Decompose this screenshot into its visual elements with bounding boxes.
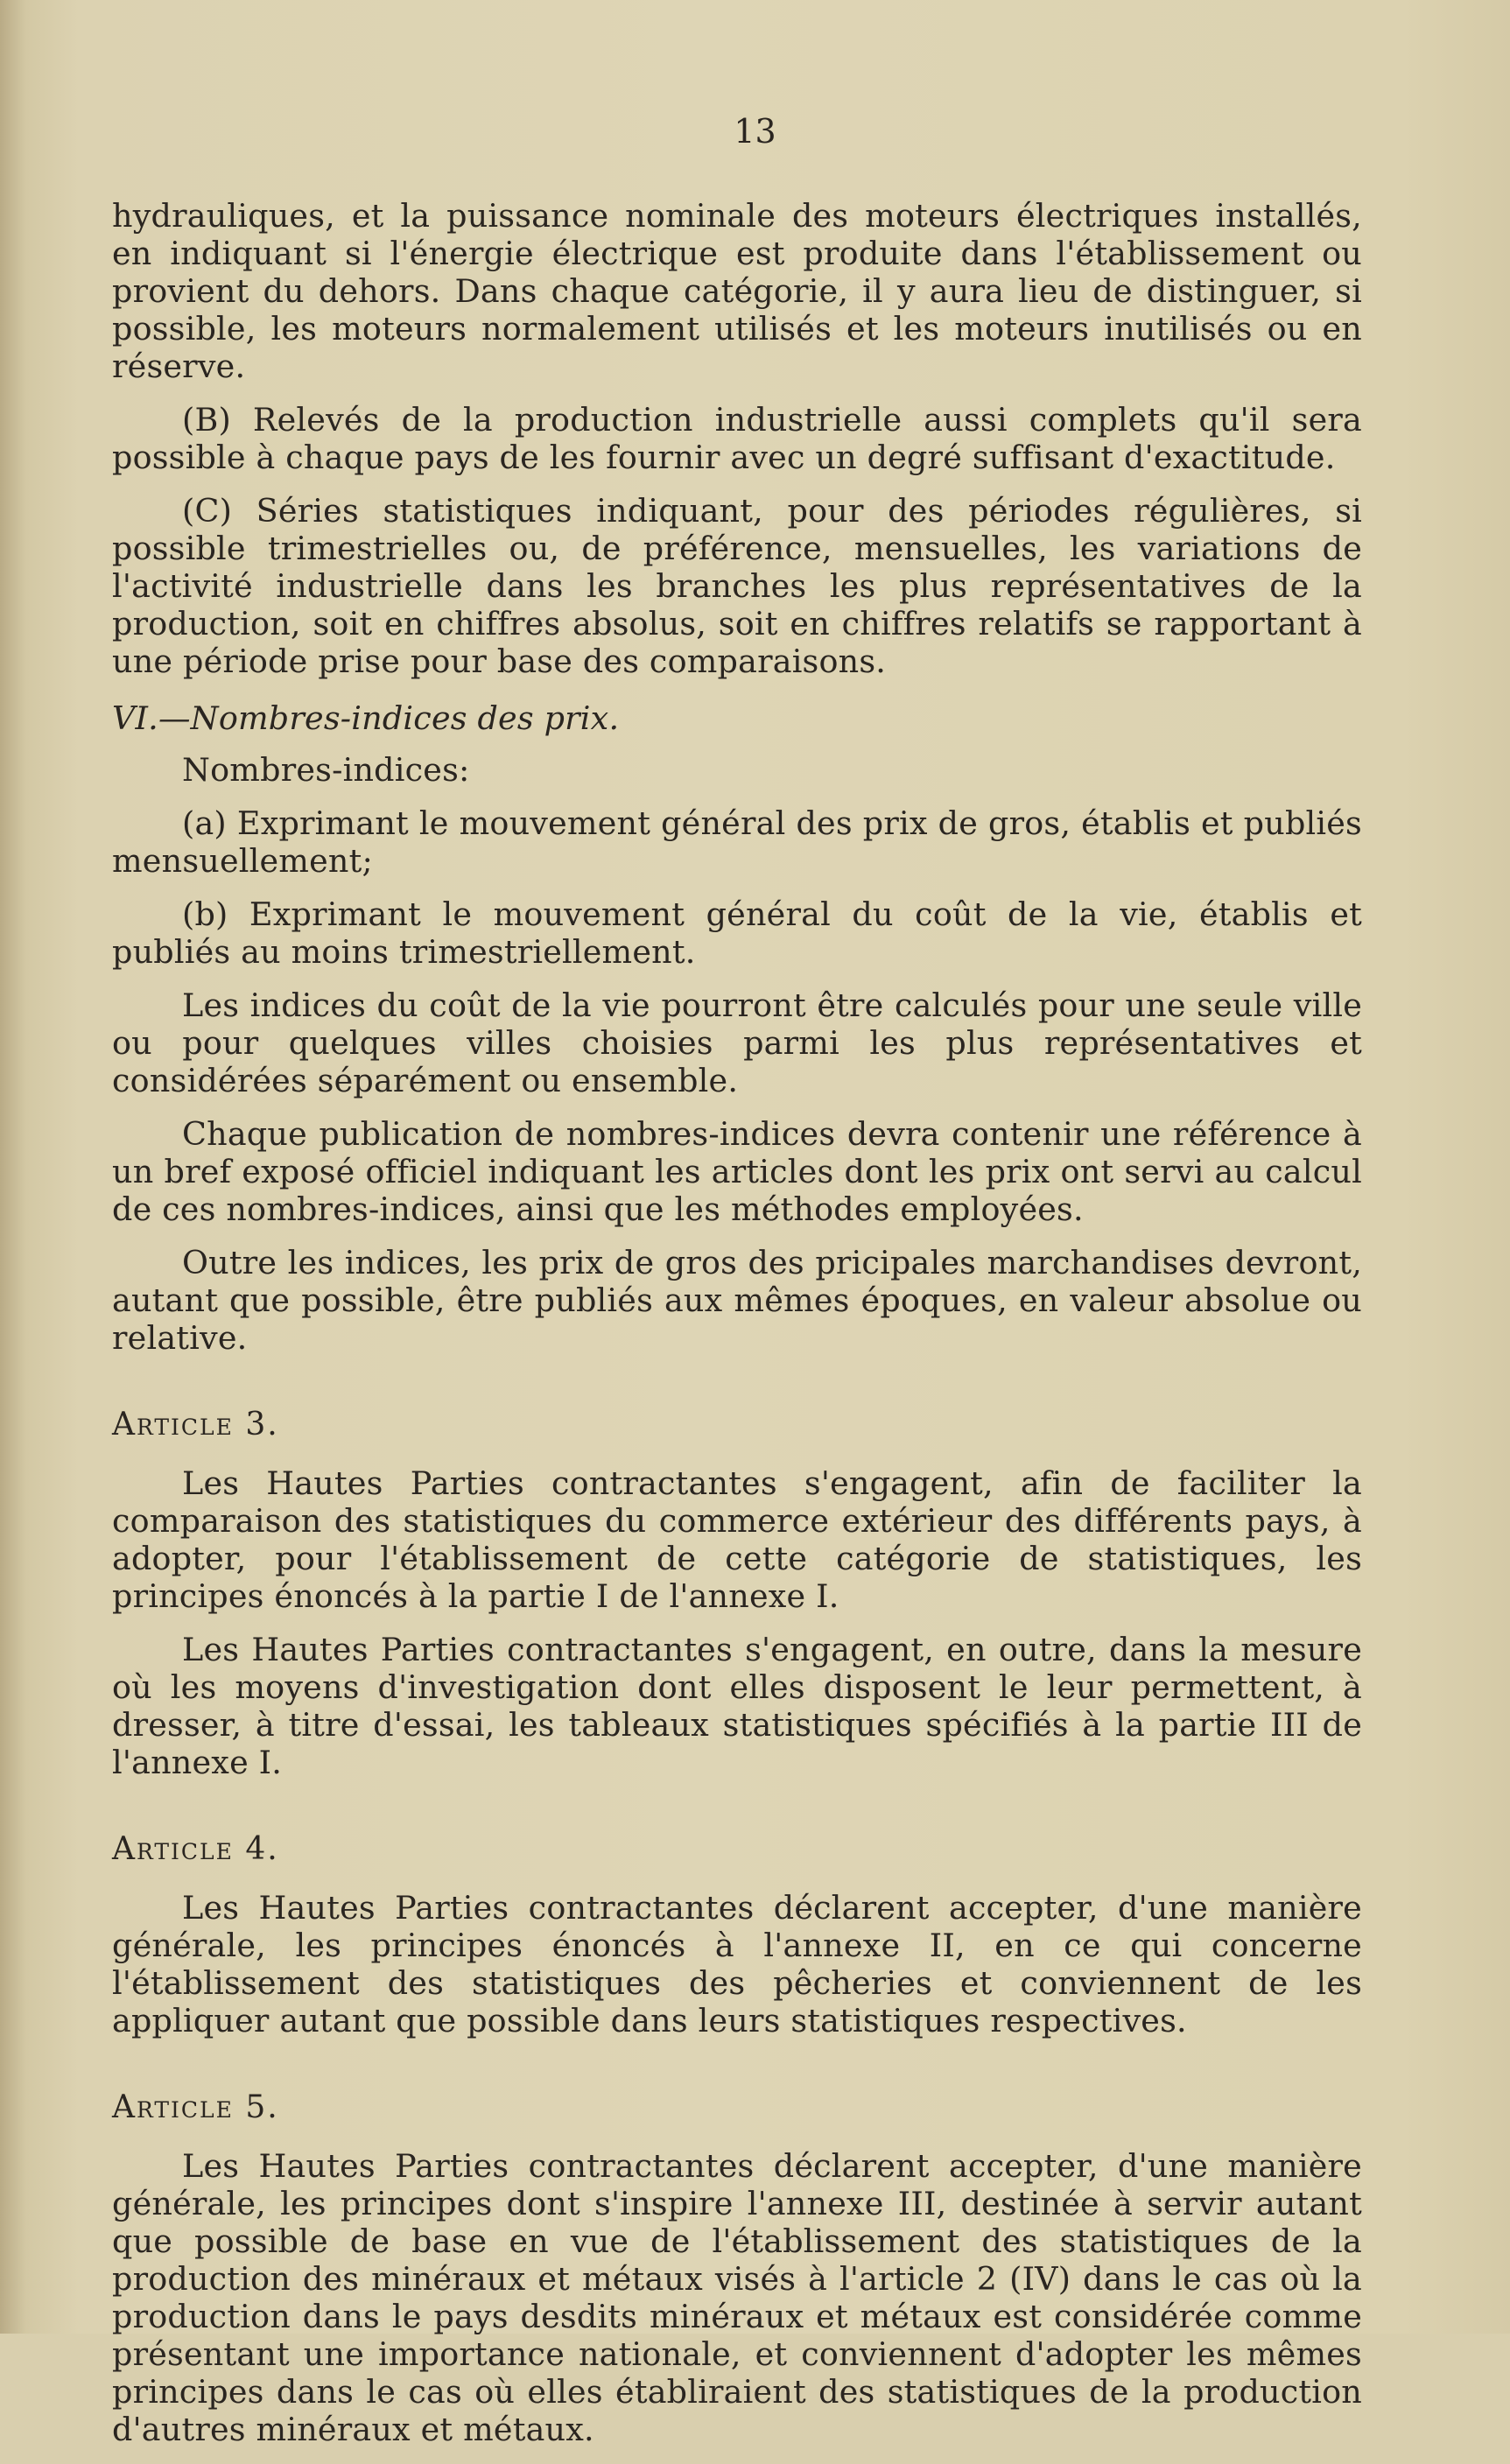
body-text — [112, 197, 1362, 2464]
page-number: 13 — [734, 112, 776, 151]
article-3-heading: Article 3. — [112, 1407, 279, 1443]
paragraph-article-4: Les Hautes Parties contractantes déclarent accepter, d'une manière générale, les principes énoncés à l'annexe II, en ce qui concerne l'établissement des statistiques des pêcheries et conviennent de les appliquer autant que possible dans leurs statistiques respectives. — [112, 1889, 1362, 2039]
list-item-a: (a) Exprimant le mouvement général des prix de gros, établis et publiés mensuellement; — [112, 804, 1362, 880]
paragraph-c-series: (C) Séries statistiques indiquant, pour des périodes régulières, si possible trimestrielles ou, de préférence, mensuelles, les variations de l'activité industrielle dans les branches les plus représentatives de la production, soit en chiffres absolus, soit en chiffres relatifs se rapportant à une période prise pour base des comparaisons. — [112, 492, 1362, 680]
paragraph-outre: Outre les indices, les prix de gros des pricipales marchandises devront, autant que possible, être publiés aux mêmes époques, en valeur absolue ou relative. — [112, 1244, 1362, 1357]
section-heading-vi: VI.—Nombres-indices des prix. — [112, 699, 620, 737]
article-4-heading: Article 4. — [112, 1831, 279, 1867]
paragraph-publication: Chaque publication de nombres-indices devra contenir une référence à un bref exposé officiel indiquant les articles dont les prix ont servi au calcul de ces nombres-indices, ainsi que les méthodes employées. — [112, 1115, 1362, 1228]
paragraph-article-3-1: Les Hautes Parties contractantes s'engagent, afin de faciliter la comparaison des statistiques du commerce extérieur des différents pays, à adopter, pour l'établissement de cette catégorie de statistiques, les principes énoncés à la partie I de l'annexe I. — [112, 1464, 1362, 1615]
paragraph-b-production: (B) Relevés de la production industrielle aussi complets qu'il sera possible à chaque pays de les fournir avec un degré suffisant d'exactitude. — [112, 401, 1362, 476]
paragraph-article-5: Les Hautes Parties contractantes déclarent accepter, d'une manière générale, les principes dont s'inspire l'annexe III, destinée à servir autant que possible de base en vue de l'établissement des statistiques de la production des minéraux et métaux visés à l'article 2 (IV) dans le cas où la production dans le pays desdits minéraux et métaux est considérée comme présentant une importance nationale, et conviennent d'adopter les mêmes principes dans le cas où elles établiraient des statistiques de la production d'autres minéraux et métaux. — [112, 2147, 1362, 2448]
paragraph-hydrauliques: hydrauliques, et la puissance nominale des moteurs électriques installés, en indiquant si l'énergie électrique est produite dans l'établissement ou provient du dehors. Dans chaque catégorie, il y aura lieu de distinguer, si possible, les moteurs normalement utilisés et les moteurs inutilisés ou en réserve. — [112, 197, 1362, 385]
article-5-heading: Article 5. — [112, 2089, 279, 2125]
list-item-b: (b) Exprimant le mouvement général du coût de la vie, établis et publiés au moins trimestriellement. — [112, 895, 1362, 971]
paragraph-cout-vie: Les indices du coût de la vie pourront être calculés pour une seule ville ou pour quelques villes choisies parmi les plus représentatives et considérées séparément ou ensemble. — [112, 986, 1362, 1099]
paragraph-article-3-2: Les Hautes Parties contractantes s'engagent, en outre, dans la mesure où les moyens d'investigation dont elles disposent le leur permettent, à dresser, à titre d'essai, les tableaux statistiques spécifiés à la partie III de l'annexe I. — [112, 1631, 1362, 1781]
paragraph-nombres-indices: Nombres-indices: — [182, 751, 470, 789]
